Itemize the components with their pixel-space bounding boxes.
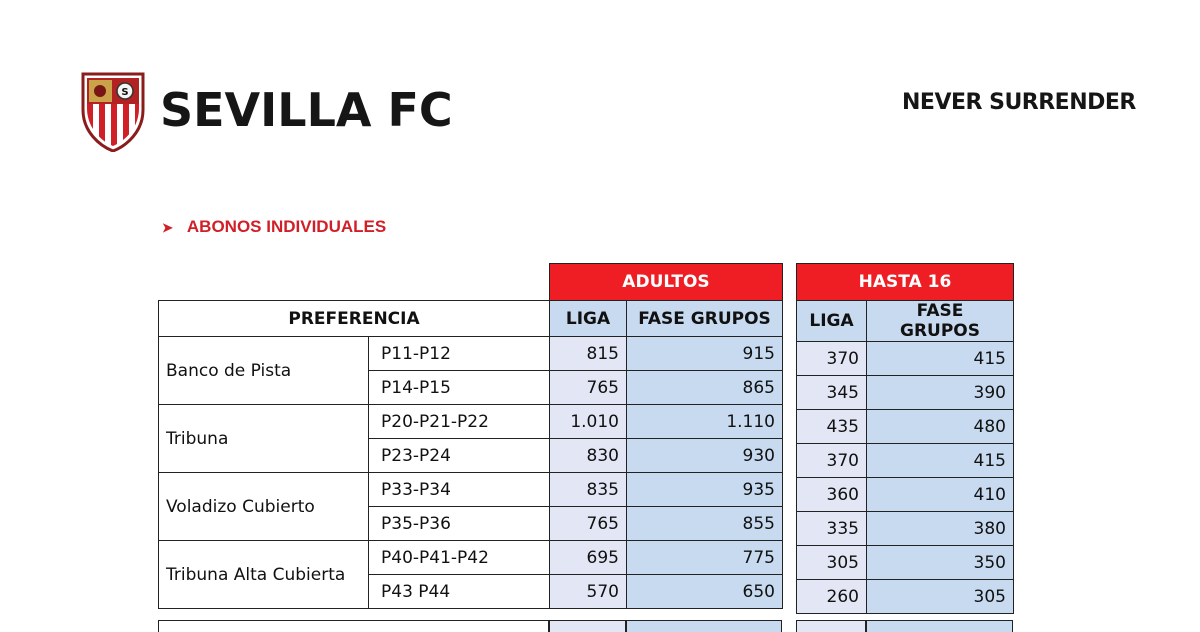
price-cell: 815	[550, 337, 627, 371]
hasta-16-header: HASTA 16	[797, 264, 1014, 301]
price-cell: 650	[627, 575, 783, 609]
seat-code: P35-P36	[369, 507, 550, 541]
price-cell: 935	[627, 473, 783, 507]
price-cell: 415	[867, 342, 1014, 376]
preference-header: PREFERENCIA	[159, 301, 550, 337]
price-cell: 370	[797, 342, 867, 376]
price-cell: 380	[867, 512, 1014, 546]
price-cell: 360	[797, 478, 867, 512]
seat-code: P23-P24	[369, 439, 550, 473]
brand-name: SEVILLA FC	[160, 83, 453, 137]
seat-code: P11-P12	[369, 337, 550, 371]
price-cell: 305	[867, 580, 1014, 614]
price-cell: 765	[550, 507, 627, 541]
zone-name: Voladizo Cubierto	[159, 473, 369, 541]
arrowhead-right-icon: ➤	[162, 220, 173, 235]
price-cell: 1.110	[627, 405, 783, 439]
seat-code: P33-P34	[369, 473, 550, 507]
price-cell: 350	[867, 546, 1014, 580]
adultos-table	[549, 263, 783, 609]
price-cell: 260	[797, 580, 867, 614]
hasta-16-table	[796, 263, 1014, 614]
price-cell: 765	[550, 371, 627, 405]
price-cell: 775	[627, 541, 783, 575]
price-cell: 410	[867, 478, 1014, 512]
price-cell: 370	[797, 444, 867, 478]
price-cell: 915	[627, 337, 783, 371]
next-table-edge	[158, 620, 549, 632]
seat-code: P14-P15	[369, 371, 550, 405]
price-cell: 305	[797, 546, 867, 580]
liga-col-header: LIGA	[550, 301, 627, 337]
price-cell: 415	[867, 444, 1014, 478]
fase-grupos-col-header: FASE GRUPOS	[627, 301, 783, 337]
price-cell: 335	[797, 512, 867, 546]
fase-grupos-col-header: FASE GRUPOS	[867, 301, 1014, 342]
liga-col-header: LIGA	[797, 301, 867, 342]
zone-name: Tribuna	[159, 405, 369, 473]
motto: NEVER SURRENDER	[902, 90, 1136, 115]
seat-code: P40-P41-P42	[369, 541, 550, 575]
price-cell: 855	[627, 507, 783, 541]
price-cell: 390	[867, 376, 1014, 410]
price-cell: 830	[550, 439, 627, 473]
price-cell: 345	[797, 376, 867, 410]
price-cell: 435	[797, 410, 867, 444]
preference-table	[158, 300, 550, 609]
svg-text:S: S	[121, 87, 129, 98]
section-title-text: ABONOS INDIVIDUALES	[186, 217, 387, 236]
next-table-edge	[866, 620, 1013, 632]
price-cell: 835	[550, 473, 627, 507]
adultos-header: ADULTOS	[550, 264, 783, 301]
next-table-edge	[549, 620, 626, 632]
section-title	[162, 215, 386, 240]
price-cell: 480	[867, 410, 1014, 444]
price-cell: 695	[550, 541, 627, 575]
price-cell: 930	[627, 439, 783, 473]
price-cell: 1.010	[550, 405, 627, 439]
zone-name: Banco de Pista	[159, 337, 369, 405]
price-cell: 865	[627, 371, 783, 405]
sevilla-crest-icon	[80, 70, 146, 152]
next-table-edge	[626, 620, 782, 632]
price-cell: 570	[550, 575, 627, 609]
seat-code: P43 P44	[369, 575, 550, 609]
seat-code: P20-P21-P22	[369, 405, 550, 439]
zone-name: Tribuna Alta Cubierta	[159, 541, 369, 609]
next-table-edge	[796, 620, 866, 632]
